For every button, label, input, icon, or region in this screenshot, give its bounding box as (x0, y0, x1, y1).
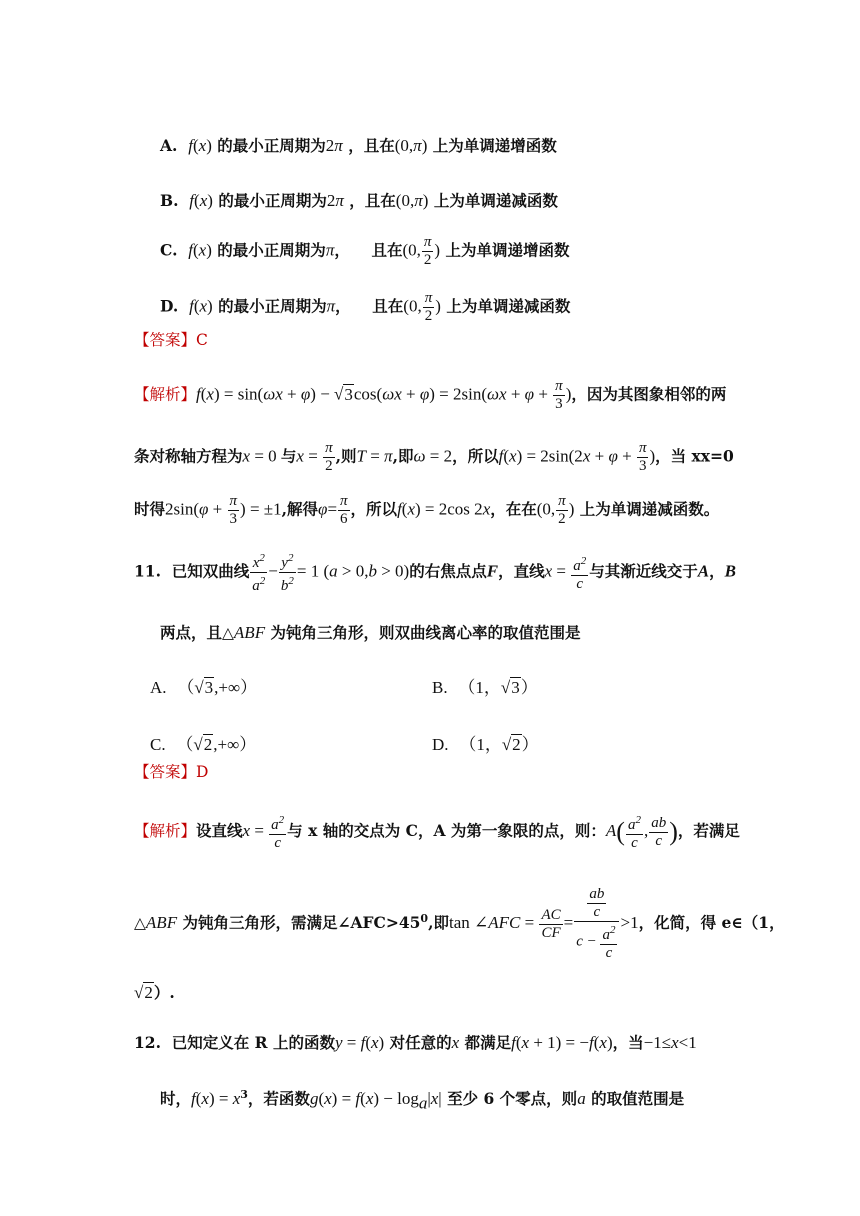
q11-answer: 【答案】D (134, 763, 209, 781)
q10-answer: 【答案】C (134, 331, 208, 349)
q11-option-c: C. （√2,+∞） (150, 735, 257, 754)
q11-option-b: B. （1，√3） (432, 678, 538, 697)
q10-analysis-line2: 条对称轴方程为x = 0 与x = $\frac{\pi}{2}$ ,则T = π,即ω = 2，所以f(x) = 2sin(2x + φ + $\frac{\pi}{3}$ )，当 xx=0 (134, 440, 734, 474)
q11-stem-line1: 11. 已知双曲线 $\frac{x^2}{a^2}$ − $\frac{y^2}{b^2}$ = 1 (a > 0,b > 0)的右焦点点F，直线x = $\frac{a^2}{c}$ 与其渐近线交于A，B (134, 552, 736, 594)
q10-option-c: C. f(x) 的最小正周期为π， 且在(0, $\frac{\pi}{2}$ ) 上为单调递增函数 (160, 234, 570, 268)
q10-option-a: A. f(x) 的最小正周期为2π ，且在(0,π) 上为单调递增函数 (160, 136, 557, 155)
q10-option-d: D. f(x) 的最小正周期为π， 且在(0, $\frac{\pi}{2}$ ) 上为单调递减函数 (160, 290, 571, 324)
q11-analysis-line2: △ABF 为钝角三角形，需满足$\angle AFC>45^0$,即tan ∠AFC = $\frac{AC}{CF}$ = $\frac{ab}{c}$ c − $\frac{a^2}{c}$ >1，化简，得 e∈（1， (134, 886, 785, 961)
q11-option-a: A. （√3,+∞） (150, 678, 258, 697)
q12-stem-line1: 12. 已知定义在 R 上的函数y = f(x) 对任意的x 都满足f(x + 1) = −f(x)，当−1≤x<1 (134, 1033, 697, 1052)
q12-stem-line2: 时，$f(x) = x^3$，若函数$g(x) = f(x) - \log_a|x|$ 至少 6 个零点，则a 的取值范围是 (160, 1088, 685, 1113)
q11-stem-line2: 两点，且△ABF 为钝角三角形，则双曲线离心率的取值范围是 (160, 623, 581, 642)
q10-analysis-line1: 【解析】f(x) = sin(ωx + φ) − √3cos(ωx + φ) = 2sin(ωx + φ + $\frac{\pi}{3}$ )，因为其图象相邻的两 (134, 378, 727, 412)
q11-analysis-line1: 【解析】设直线x = $\frac{a^2}{c}$ 与 x 轴的交点为 C，A 为第一象限的点，则：A( $\frac{a^2}{c}$ , $\frac{ab}{c}$ )，若满足 (134, 814, 740, 851)
q11-analysis-line3: √2）. (134, 983, 175, 1002)
q10-analysis-line3: 时得2sin(φ + $\frac{\pi}{3}$ ) = ±1,解得φ= $\frac{\pi}{6}$ ，所以f(x) = 2cos 2x，在在(0, $\frac{\pi}{2}$ ) 上为单调递减函数。 (134, 493, 720, 527)
q11-option-d: D. （1，√2） (432, 735, 539, 754)
q10-option-b: B. f(x) 的最小正周期为2π ，且在(0,π) 上为单调递减函数 (160, 191, 558, 210)
